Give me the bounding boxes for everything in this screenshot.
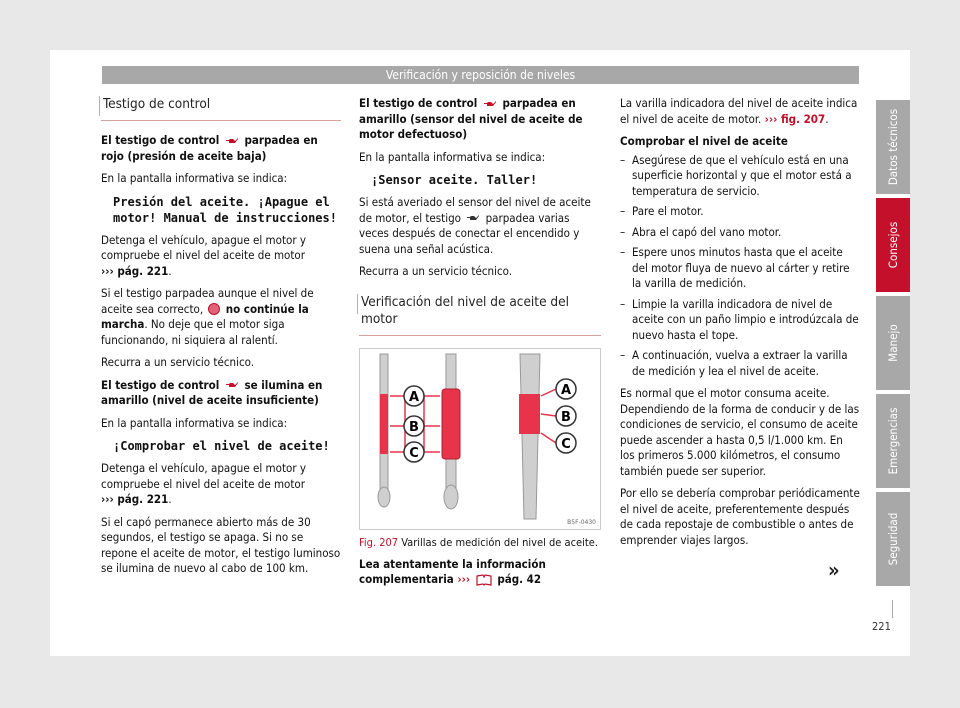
column-3	[620, 96, 860, 555]
list-item: – Limpie la varilla indicadora de nivel de aceite con un paño limpio e introdúzcala de nuevo hasta el tope.	[620, 297, 860, 344]
tab-seguridad[interactable]: Seguridad	[876, 492, 910, 586]
oil-level-heading: El testigo de control se ilumina en amarillo (nivel de aceite insuficiente)	[101, 377, 323, 407]
page-reference-link[interactable]: ››› pág. 221	[101, 263, 169, 278]
paragraph: Si el capó permanece abierto más de 30 segundos, el testigo se apaga. Si no se repone el aceite de motor, el testigo luminoso se ilumina de nuevo al cabo de 100 km.	[101, 514, 341, 575]
tab-manejo[interactable]: Manejo	[876, 296, 910, 390]
step-list	[620, 153, 860, 380]
oil-can-icon	[225, 137, 239, 145]
column-2	[359, 96, 601, 595]
list-item: – Abra el capó del vano motor.	[620, 225, 860, 241]
figure-reference-link[interactable]: ››› fig. 207	[764, 111, 826, 126]
paragraph: Detenga el vehículo, apague el motor y compruebe el nivel del aceite de motor ››› pág. 221.	[101, 232, 306, 278]
label-a: A	[560, 382, 572, 398]
paragraph: Es normal que el motor consuma aceite. Dependiendo de la forma de conducir y de las condiciones de servicio, el consumo de aceite puede ascender a hasta 0,5 l/1.000 km. En los primeros 5.000 kilómetros, el consumo también puede ser superior.	[620, 386, 860, 478]
label-b: B	[409, 419, 419, 435]
label-c: C	[561, 436, 571, 452]
section-title: Verificación del nivel de aceite del motor	[359, 294, 601, 336]
paragraph: La varilla indicadora del nivel de aceite indica el nivel de aceite de motor. ››› fig. 207.	[620, 96, 858, 126]
page-number-rule	[892, 600, 893, 618]
paragraph: Recurra a un servicio técnico.	[101, 355, 255, 369]
list-item: – Espere unos minutos hasta que el aceite del motor fluya de nuevo al cárter y retire la varilla de medición.	[620, 245, 860, 292]
paragraph: Si está averiado el sensor del nivel de aceite de motor, el testigo parpadea varias veces después de conectar el encendido y suena una señal acústica.	[359, 195, 591, 256]
page-number: 221	[872, 620, 891, 633]
list-item: – A continuación, vuelva a extraer la varilla de medición y lea el nivel de aceite.	[620, 348, 860, 379]
page-reference-link[interactable]: ››› pág. 221	[101, 492, 169, 506]
list-item: – Pare el motor.	[620, 204, 860, 220]
display-message: Presión del aceite. ¡Apague el motor! Manual de instrucciones!	[113, 194, 337, 225]
paragraph: En la pantalla informativa se indica:	[101, 415, 288, 430]
continue-arrow-icon: »	[828, 558, 840, 582]
paragraph: Si el testigo parpadea aunque el nivel de aceite sea correcto, no continúe la marcha. No deje que el motor siga funcionando, ni siquiera al ralentí.	[101, 286, 314, 347]
oil-pressure-heading: El testigo de control parpadea en rojo (presión de aceite baja)	[101, 133, 318, 163]
section-title: Testigo de control	[101, 96, 341, 121]
book-icon	[476, 574, 492, 586]
tab-datos-tecnicos[interactable]: Datos técnicos	[876, 100, 910, 194]
oil-can-icon	[225, 381, 239, 389]
paragraph: Por ello se debería comprobar periódicamente el nivel de aceite, preferentemente después de cada repostaje de combustible o antes de emprender viajes largos.	[620, 486, 860, 547]
complementary-info-note: Lea atentamente la información complementaria ››› pág. 42	[359, 556, 546, 586]
figure-code: B5F-0430	[567, 518, 596, 526]
dipstick-illustration	[360, 349, 600, 529]
label-b: B	[561, 409, 571, 425]
warning-circle-icon	[208, 303, 220, 315]
oil-can-icon	[466, 214, 480, 222]
figure-caption: Fig. 207 Varillas de medición del nivel de aceite.	[359, 535, 598, 549]
label-a: A	[408, 389, 420, 405]
column-1	[101, 96, 341, 584]
paragraph: En la pantalla informativa se indica:	[359, 149, 546, 164]
label-c: C	[409, 445, 419, 461]
display-message: ¡Comprobar el nivel de aceite!	[113, 439, 330, 453]
list-item: – Asegúrese de que el vehículo está en una superficie horizontal y que el motor está a temperatura de servicio.	[620, 153, 860, 200]
tab-consejos[interactable]: Consejos	[876, 198, 910, 292]
subheading: Comprobar el nivel de aceite	[620, 134, 788, 148]
chapter-header: Verificación y reposición de niveles	[102, 66, 859, 84]
page-reference-link[interactable]: ›››	[457, 572, 471, 586]
tab-emergencias[interactable]: Emergencias	[876, 394, 910, 488]
dipstick-figure	[359, 348, 601, 530]
paragraph: Detenga el vehículo, apague el motor y compruebe el nivel del aceite de motor ››› pág. 221.	[101, 461, 306, 506]
paragraph: Recurra a un servicio técnico.	[359, 264, 513, 278]
oil-can-icon	[483, 100, 497, 108]
display-message: ¡Sensor aceite. Taller!	[371, 173, 538, 187]
sensor-heading: El testigo de control parpadea en amarillo (sensor del nivel de aceite de motor defectuoso)	[359, 96, 583, 141]
paragraph: En la pantalla informativa se indica:	[101, 171, 288, 185]
